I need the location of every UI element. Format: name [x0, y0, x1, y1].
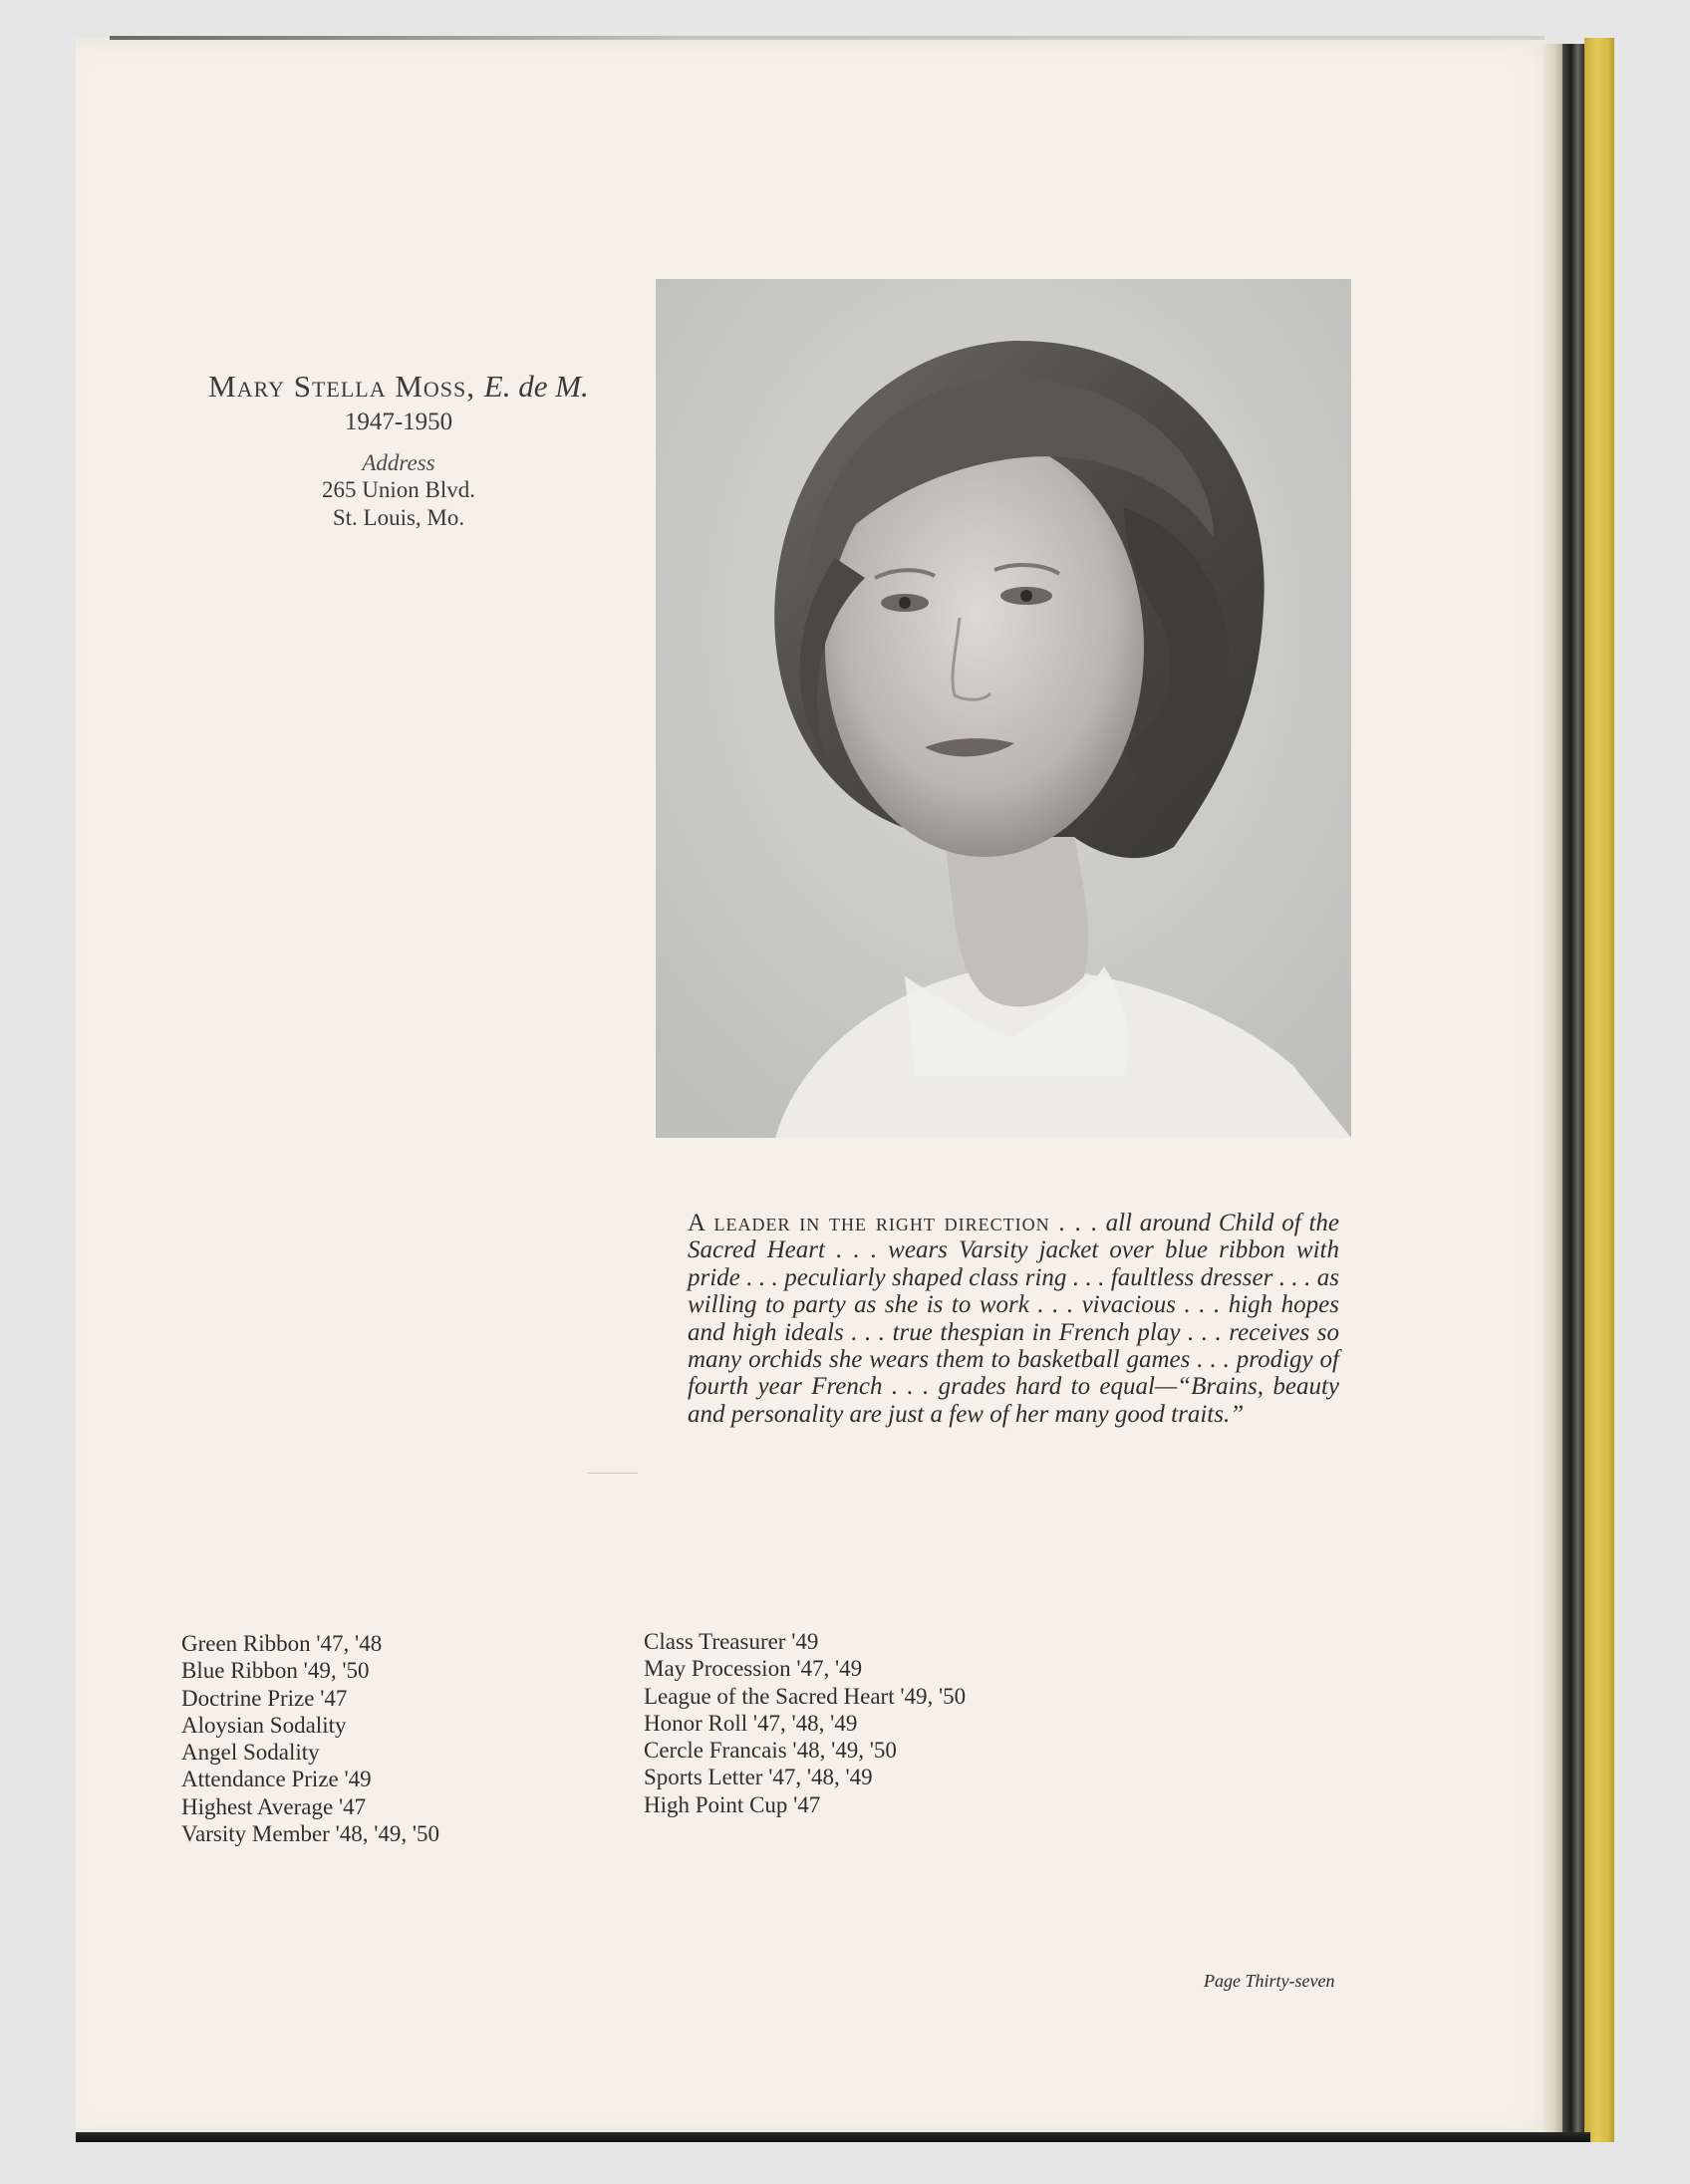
list-item: May Procession '47, '49 [644, 1656, 863, 1682]
writeup-body: all around Child of the Sacred Heart . . . wears Varsity jacket over blue ribbon with pride . . . peculiarly shaped class ring . . . faultless dresser . . . as willing to party as she is to work . . . vivacious . . . high hopes and high ideals . . . true thespian in French play . . . receives so many orchids she wears them to basketball games . . . prodigy of fourth year French . . . grades hard to equal—“Brains, beauty and personality are just a few of her many good traits.” [688, 1210, 1339, 1428]
list-item: League of the Sacred Heart '49, '50 [644, 1683, 967, 1709]
address-label: Address [362, 450, 435, 475]
binding-spine [1562, 44, 1584, 2136]
list-item: Sports Letter '47, '48, '49 [644, 1765, 873, 1790]
list-item: High Point Cup '47 [644, 1791, 821, 1817]
list-item: Attendance Prize '49 [181, 1767, 372, 1792]
student-portrait-photo [656, 279, 1351, 1138]
page-number: Page Thirty-seven [1204, 1971, 1335, 1991]
activities-list-left [181, 1630, 439, 1847]
list-item: Cercle Francais '48, '49, '50 [644, 1738, 897, 1764]
faint-divider [588, 1473, 638, 1474]
writeup-lead: A leader in the right direction . . . [688, 1210, 1098, 1236]
bottom-edge-shadow [76, 2132, 1590, 2142]
list-item: Varsity Member '48, '49, '50 [181, 1821, 440, 1847]
list-item: Green Ribbon '47, '48 [181, 1631, 383, 1656]
list-item: Aloysian Sodality [181, 1712, 347, 1738]
list-item: Angel Sodality [181, 1740, 320, 1766]
list-item: Blue Ribbon '49, '50 [181, 1658, 370, 1684]
address-line-2: St. Louis, Mo. [332, 505, 465, 530]
address-line-1: 265 Union Blvd. [322, 477, 475, 502]
list-item: Doctrine Prize '47 [181, 1685, 348, 1711]
page-stack-edge [1543, 44, 1562, 2136]
activities-list-right [644, 1628, 966, 1818]
student-name [140, 369, 658, 405]
student-writeup [688, 1210, 1339, 1428]
list-item: Honor Roll '47, '48, '49 [644, 1710, 858, 1736]
student-name-text: Mary Stella Moss, [208, 369, 476, 404]
list-item: Class Treasurer '49 [644, 1629, 819, 1654]
attendance-years: 1947-1950 [344, 409, 453, 435]
degree-abbreviation: E. de M. [483, 369, 589, 404]
list-item: Highest Average '47 [181, 1793, 367, 1819]
student-header [140, 369, 658, 532]
top-edge-shadow [110, 36, 1545, 40]
yellow-cover-edge [1584, 38, 1614, 2142]
